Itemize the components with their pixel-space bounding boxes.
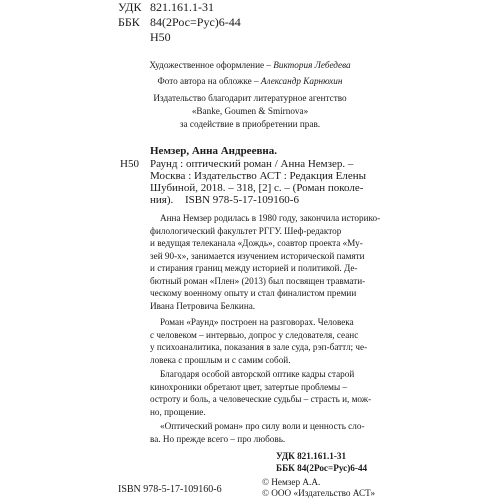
- bottom-bbk: ББК 84(2Рос=Рус)6-44: [276, 463, 368, 473]
- annotation-line: филологический факультет РГГУ. Шеф-редактор: [150, 225, 342, 236]
- annotation-line: ва. Но прежде всего – про любовь.: [150, 433, 286, 444]
- annotation-line: ловека с прошлым и с самим собой.: [150, 354, 291, 365]
- bbk-value: 84(2Рос=Рус)6-44: [150, 15, 241, 29]
- footer-copyrights: [262, 477, 375, 499]
- agency-line: за содействие в приобретении прав.: [179, 119, 321, 129]
- annotation-line: с человеком – интервью, допрос у следователя, сеанс: [150, 329, 359, 340]
- agency-line: «Banke, Goumen & Smirnova»: [191, 106, 309, 116]
- annotation-line: ческому военному опыту и стал финалистом премии: [150, 288, 357, 298]
- annotation-line: кинохроники обретают цвет, затертые проблемы –: [150, 381, 348, 392]
- annotation-paragraph-4: [150, 420, 365, 445]
- bibliography-line: ния).: [150, 194, 174, 206]
- annotation-line: «Оптический роман» про силу воли и ценность сло-: [160, 421, 365, 431]
- bottom-udk: УДК 821.161.1-31: [276, 451, 347, 461]
- annotation-paragraph-2: [150, 316, 367, 366]
- author-mark-top: Н50: [150, 30, 171, 44]
- annotation-line: Ивана Петровича Белкина.: [150, 300, 256, 311]
- annotation-line: и стирания границ между историей и политикой. Де-: [150, 263, 358, 273]
- bibliography-isbn: ISBN 978-5-17-109160-6: [185, 194, 299, 206]
- annotation-line: остроту и боль, а человеческие судьбы – страсть и, мож-: [150, 394, 372, 404]
- footer-isbn: ISBN 978-5-17-109160-6: [118, 484, 222, 495]
- photo-credit-label: Фото автора на обложке –: [157, 76, 259, 86]
- bbk-label: ББК: [118, 15, 140, 29]
- annotation-line: но, прощение.: [150, 406, 206, 417]
- annotation-line: зей 90-х», занимается изучением исторической памяти: [150, 250, 365, 261]
- annotation-line: и ведущая телеканала «Дождь», соавтор проекта «Му-: [150, 238, 363, 248]
- bibliography-author: Немзер, Анна Андреевна.: [150, 145, 277, 157]
- design-credit-label: Художественное оформление –: [149, 60, 271, 70]
- bibliography-line: Шубиной, 2018. – 318, [2] с. – (Роман поколе-: [150, 182, 364, 194]
- annotation-line: бютный роман «Плен» (2013) был посвящен травмати-: [150, 275, 366, 286]
- bibliography-mark: Н50: [120, 158, 139, 170]
- agency-line: Издательство благодарит литературное агентство: [153, 93, 347, 103]
- annotation-line: Роман «Раунд» построен на разговорах. Человека: [160, 317, 354, 327]
- copyright-author: © Немзер А.А.: [262, 477, 321, 487]
- annotation-line: Анна Немзер родилась в 1980 году, закончила историко-: [160, 213, 381, 223]
- bibliography-line: Москва : Издательство АСТ : Редакция Елены: [150, 170, 367, 182]
- design-credit-name: Виктория Лебедева: [273, 60, 351, 70]
- bibliography-line: Раунд : оптический роман / Анна Немзер. –: [150, 158, 354, 170]
- annotation-paragraph-1: [150, 212, 380, 312]
- agency-thanks: [0, 92, 500, 131]
- photo-credit-name: Александр Карнюхин: [260, 76, 343, 86]
- photo-credit: [0, 76, 500, 86]
- design-credit: [0, 60, 500, 70]
- annotation-paragraph-3: [150, 368, 371, 418]
- udk-value: 821.161.1-31: [150, 0, 214, 14]
- copyright-publisher: © ООО «Издательство АСТ»: [262, 488, 376, 498]
- annotation-line: Благодаря особой авторской оптике кадры старой: [160, 369, 355, 379]
- udk-label: УДК: [118, 0, 142, 14]
- annotation-line: у психоаналитика, показания в зале суда, рэп-баттл; че-: [150, 342, 368, 352]
